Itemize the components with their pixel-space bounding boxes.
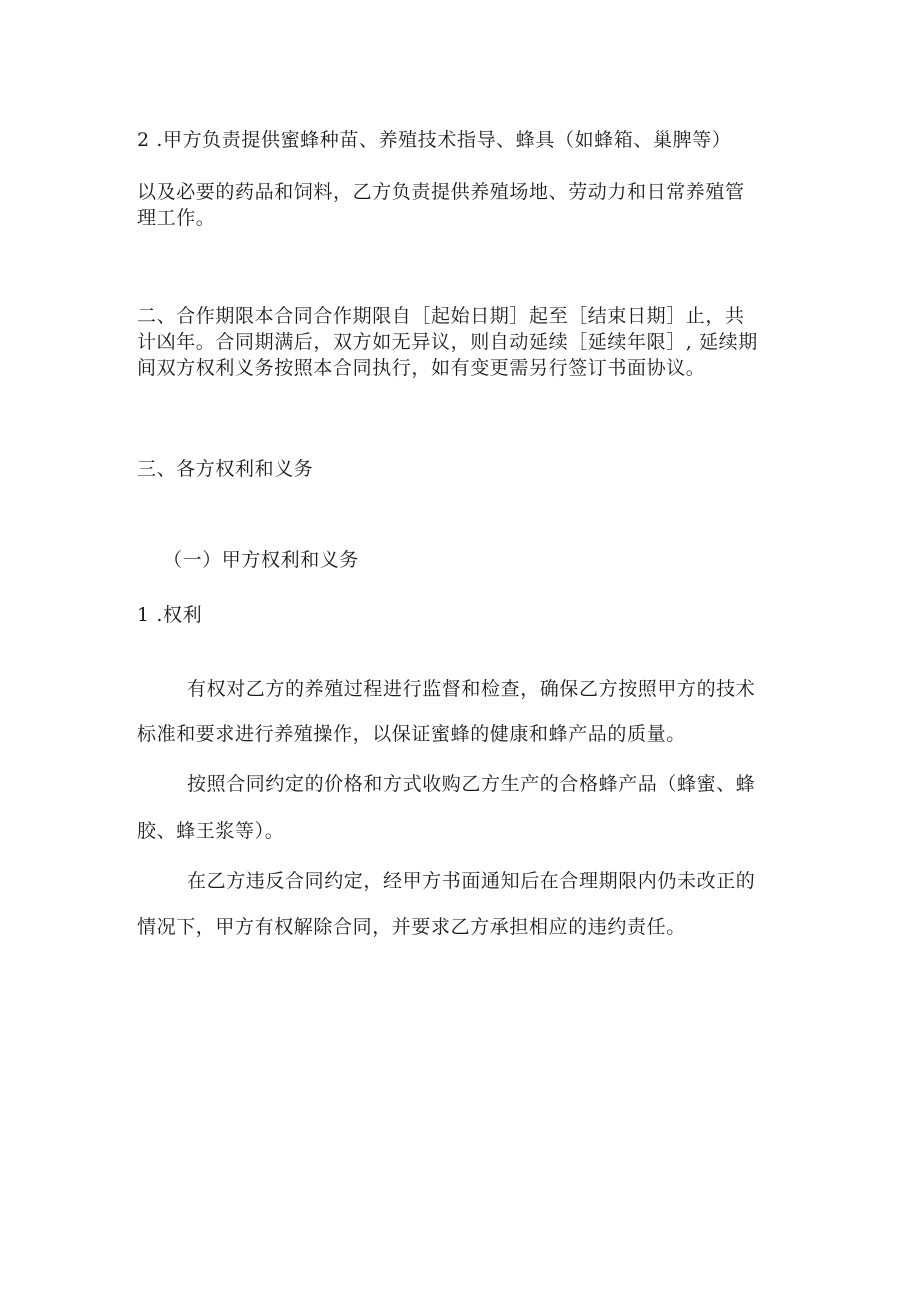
section2-line1: 二、合作期限本合同合作期限自［起始日期］起至［结束日期］止，共 — [137, 305, 745, 327]
para3-line2: 情况下，甲方有权解除合同，并要求乙方承担相应的违约责任。 — [137, 916, 686, 938]
para1-line2: 标准和要求进行养殖操作，以保证蜜蜂的健康和蜂产品的质量。 — [137, 723, 686, 745]
section2-line2: 计凶年。合同期满后，双方如无异议，则自动延续［延续年限］, 延续期 — [137, 331, 758, 353]
section3-heading: 三、各方权利和义务 — [137, 458, 314, 480]
item2-line1: 2 .甲方负责提供蜜蜂种苗、养殖技术指导、蜂具（如蜂箱、巢脾等） — [137, 129, 732, 151]
para2-line2: 胶、蜂王浆等）。 — [137, 820, 285, 842]
section2-line3: 间双方权利义务按照本合同执行，如有变更需另行签订书面协议。 — [137, 357, 706, 379]
para1-line1: 有权对乙方的养殖过程进行监督和检查，确保乙方按照甲方的技术 — [187, 678, 756, 700]
para2-line1: 按照合同约定的价格和方式收购乙方生产的合格蜂产品（蜂蜜、蜂 — [187, 773, 756, 795]
para3-line1: 在乙方违反合同约定，经甲方书面通知后在合理期限内仍未改正的 — [187, 870, 756, 892]
subsection-heading: （一）甲方权利和义务 — [163, 549, 360, 571]
item2-line3: 理工作。 — [137, 207, 216, 229]
item2-line2: 以及必要的药品和饲料，乙方负责提供养殖场地、劳动力和日常养殖管 — [137, 181, 745, 203]
rights-heading: 1 .权利 — [137, 604, 203, 626]
